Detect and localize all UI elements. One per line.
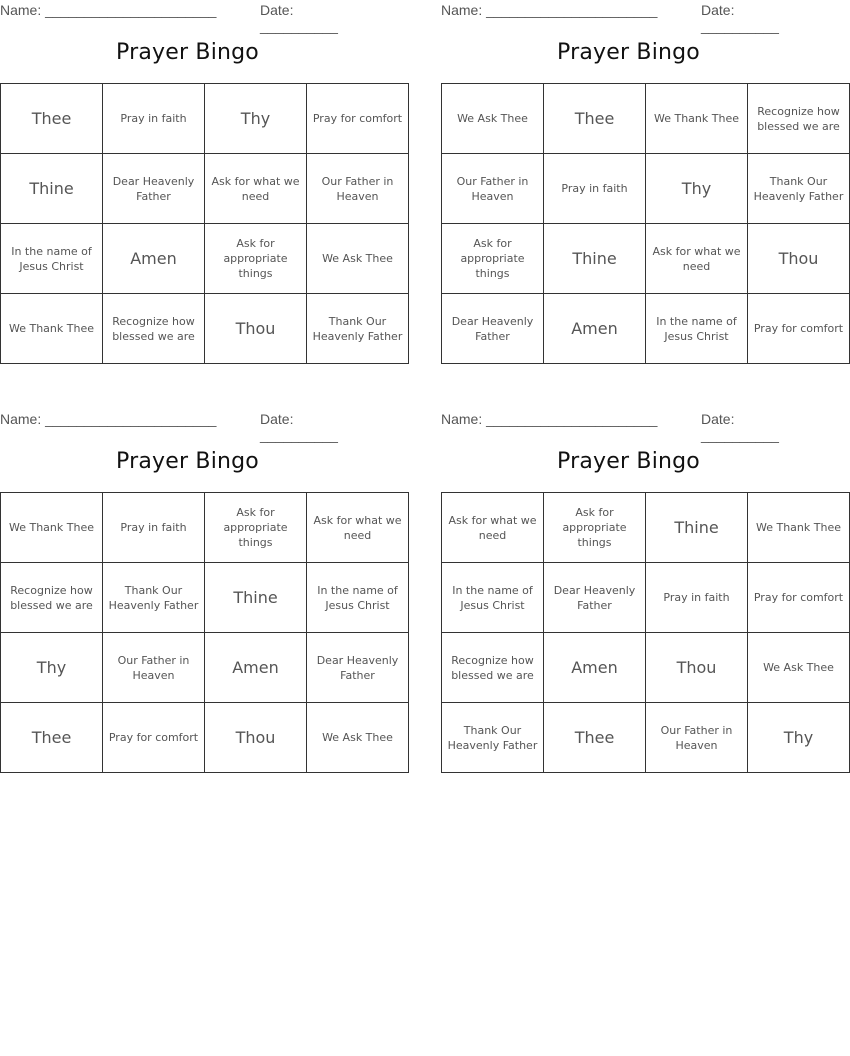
bingo-cell: Thy <box>748 703 850 773</box>
bingo-cell: We Ask Thee <box>748 633 850 703</box>
bingo-cell: Thine <box>544 224 646 294</box>
bingo-cell: We Thank Thee <box>1 493 103 563</box>
name-field: Name: ______________________ <box>0 411 217 427</box>
bingo-cell: Ask for appropriate things <box>205 493 307 563</box>
bingo-cell: Thy <box>205 84 307 154</box>
bingo-cell: Amen <box>205 633 307 703</box>
bingo-cell: Pray for comfort <box>307 84 409 154</box>
bingo-row <box>442 633 850 703</box>
bingo-cell: We Ask Thee <box>307 224 409 294</box>
bingo-row <box>442 154 850 224</box>
bingo-cell: Our Father in Heaven <box>442 154 544 224</box>
bingo-cell: We Ask Thee <box>307 703 409 773</box>
bingo-grid <box>0 83 409 364</box>
card-title: Prayer Bingo <box>116 449 259 474</box>
bingo-cell: Thee <box>1 703 103 773</box>
bingo-cell: Ask for appropriate things <box>205 224 307 294</box>
bingo-cell: Thank Our Heavenly Father <box>307 294 409 364</box>
bingo-row <box>442 224 850 294</box>
date-field: Date: __________ <box>701 2 779 34</box>
bingo-cell: Thee <box>544 703 646 773</box>
bingo-cell: In the name of Jesus Christ <box>442 563 544 633</box>
bingo-cell: Ask for what we need <box>646 224 748 294</box>
bingo-row <box>442 493 850 563</box>
bingo-cell: Dear Heavenly Father <box>103 154 205 224</box>
bingo-cell: Amen <box>544 633 646 703</box>
bingo-cell: We Thank Thee <box>748 493 850 563</box>
name-date-header <box>441 409 816 443</box>
bingo-cell: Dear Heavenly Father <box>307 633 409 703</box>
name-field: Name: ______________________ <box>441 411 658 427</box>
bingo-grid <box>0 492 409 773</box>
bingo-cell: Thee <box>1 84 103 154</box>
bingo-grid <box>441 83 850 364</box>
card-title: Prayer Bingo <box>557 40 700 65</box>
bingo-cell: Dear Heavenly Father <box>544 563 646 633</box>
bingo-cell: Thou <box>205 703 307 773</box>
bingo-card <box>0 0 403 343</box>
bingo-cell: Pray in faith <box>103 84 205 154</box>
bingo-cell: Amen <box>544 294 646 364</box>
bingo-cell: Thou <box>646 633 748 703</box>
bingo-cell: Pray for comfort <box>748 563 850 633</box>
bingo-cell: Thou <box>748 224 850 294</box>
bingo-cell: We Ask Thee <box>442 84 544 154</box>
bingo-cell: Thank Our Heavenly Father <box>442 703 544 773</box>
bingo-cell: Recognize how blessed we are <box>442 633 544 703</box>
bingo-cell: Thine <box>1 154 103 224</box>
bingo-cell: Ask for appropriate things <box>544 493 646 563</box>
bingo-row <box>1 633 409 703</box>
bingo-card <box>441 0 844 343</box>
name-date-header <box>0 0 375 34</box>
bingo-cell: Recognize how blessed we are <box>748 84 850 154</box>
name-date-header <box>0 409 375 443</box>
bingo-cell: Dear Heavenly Father <box>442 294 544 364</box>
bingo-cell: Pray in faith <box>646 563 748 633</box>
bingo-cell: Ask for what we need <box>442 493 544 563</box>
bingo-cell: Amen <box>103 224 205 294</box>
bingo-cell: Our Father in Heaven <box>646 703 748 773</box>
bingo-row <box>1 294 409 364</box>
bingo-cell: Ask for appropriate things <box>442 224 544 294</box>
bingo-row <box>1 563 409 633</box>
bingo-cell: Ask for what we need <box>307 493 409 563</box>
name-field: Name: ______________________ <box>441 2 658 18</box>
bingo-card <box>0 409 402 747</box>
bingo-row <box>1 84 409 154</box>
bingo-cell: Thy <box>1 633 103 703</box>
bingo-cell: Pray in faith <box>544 154 646 224</box>
bingo-cell: Our Father in Heaven <box>103 633 205 703</box>
date-field: Date: __________ <box>260 2 338 34</box>
bingo-cell: Thee <box>544 84 646 154</box>
bingo-cell: Recognize how blessed we are <box>103 294 205 364</box>
bingo-cell: Thank Our Heavenly Father <box>103 563 205 633</box>
card-title: Prayer Bingo <box>116 40 259 65</box>
bingo-row <box>442 294 850 364</box>
bingo-row <box>442 563 850 633</box>
bingo-cell: Pray for comfort <box>103 703 205 773</box>
bingo-row <box>442 703 850 773</box>
date-field: Date: __________ <box>701 411 779 443</box>
bingo-cell: Pray for comfort <box>748 294 850 364</box>
bingo-cell: Our Father in Heaven <box>307 154 409 224</box>
bingo-cell: We Thank Thee <box>646 84 748 154</box>
bingo-cell: Ask for what we need <box>205 154 307 224</box>
bingo-grid <box>441 492 850 773</box>
bingo-cell: Thine <box>646 493 748 563</box>
bingo-row <box>442 84 850 154</box>
bingo-row <box>1 224 409 294</box>
bingo-cell: Pray in faith <box>103 493 205 563</box>
name-date-header <box>441 0 816 34</box>
bingo-cell: We Thank Thee <box>1 294 103 364</box>
bingo-cell: In the name of Jesus Christ <box>1 224 103 294</box>
bingo-cell: Thine <box>205 563 307 633</box>
bingo-row <box>1 154 409 224</box>
bingo-cell: Thank Our Heavenly Father <box>748 154 850 224</box>
name-field: Name: ______________________ <box>0 2 217 18</box>
date-field: Date: __________ <box>260 411 338 443</box>
card-title: Prayer Bingo <box>557 449 700 474</box>
bingo-cell: Recognize how blessed we are <box>1 563 103 633</box>
bingo-cell: In the name of Jesus Christ <box>646 294 748 364</box>
bingo-cell: Thy <box>646 154 748 224</box>
bingo-row <box>1 703 409 773</box>
bingo-row <box>1 493 409 563</box>
bingo-cell: In the name of Jesus Christ <box>307 563 409 633</box>
bingo-card <box>441 409 844 752</box>
bingo-cell: Thou <box>205 294 307 364</box>
